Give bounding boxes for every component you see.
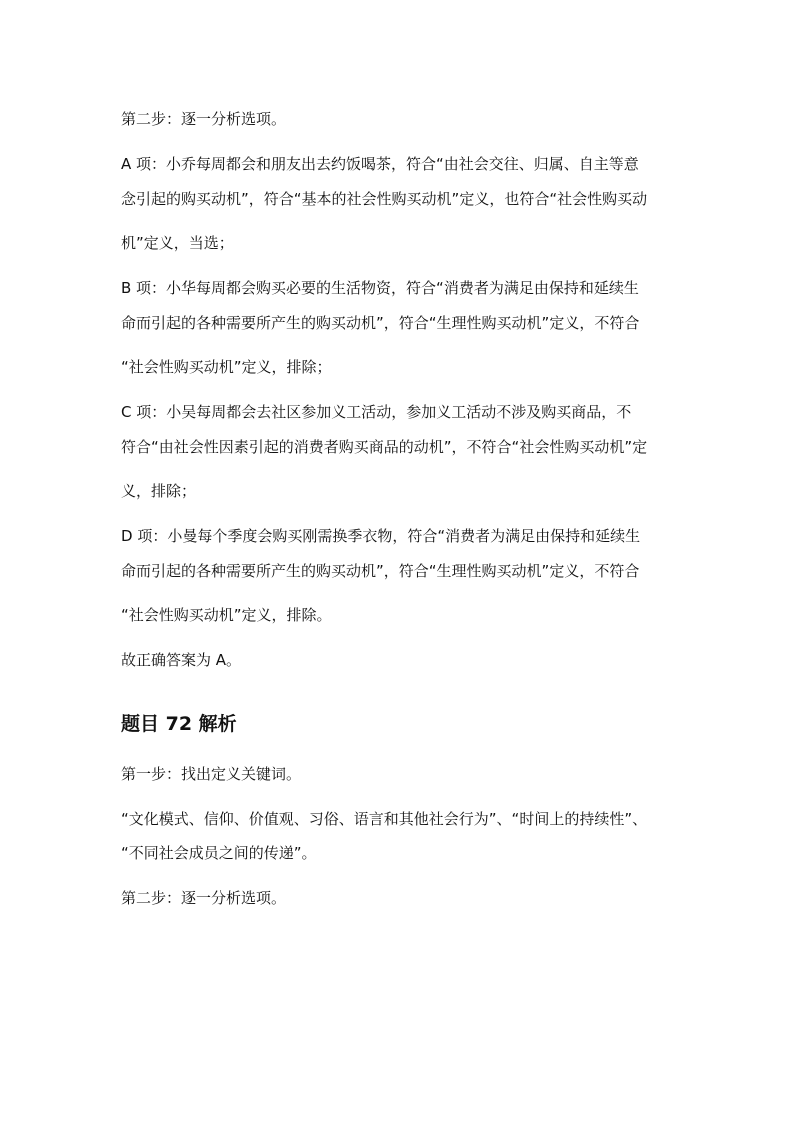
step1-label: 第一步：找出定义关键词。 [121,765,302,783]
option-d-line-3: “社会性购买动机”定义，排除。 [121,606,332,624]
option-b-line-2: 命而引起的各种需要所产生的购买动机”，符合“生理性购买动机”定义，不符合 [121,314,640,332]
keywords-line-2: “不同社会成员之间的传递”。 [121,844,317,862]
option-d-line-1: D 项：小曼每个季度会购买刚需换季衣物，符合“消费者为满足由保持和延续生 [121,527,641,545]
option-a-line-1: A 项：小乔每周都会和朋友出去约饭喝茶，符合“由社会交往、归属、自主等意 [121,155,639,173]
option-a-line-2: 念引起的购买动机”，符合“基本的社会性购买动机”定义，也符合“社会性购买动 [121,190,648,208]
option-a-line-3: 机”定义，当选； [121,234,234,252]
option-c-line-3: 义，排除； [121,482,197,500]
option-d-line-2: 命而引起的各种需要所产生的购买动机”，符合“生理性购买动机”定义，不符合 [121,562,640,580]
option-b-line-3: “社会性购买动机”定义，排除； [121,358,332,376]
option-c-line-2: 符合“由社会性因素引起的消费者购买商品的动机”，不符合“社会性购买动机”定 [121,438,648,456]
step2-label-72: 第二步：逐一分析选项。 [121,889,287,907]
section-72-title: 题目 72 解析 [121,713,237,735]
keywords-line-1: “文化模式、信仰、价值观、习俗、语言和其他社会行为”、“时间上的持续性”、 [121,810,648,828]
option-b-line-1: B 项：小华每周都会购买必要的生活物资，符合“消费者为满足由保持和延续生 [121,279,639,297]
option-c-line-1: C 项：小吴每周都会去社区参加义工活动，参加义工活动不涉及购买商品，不 [121,403,632,421]
conclusion: 故正确答案为 A。 [121,651,242,669]
step2-label: 第二步：逐一分析选项。 [121,110,287,128]
